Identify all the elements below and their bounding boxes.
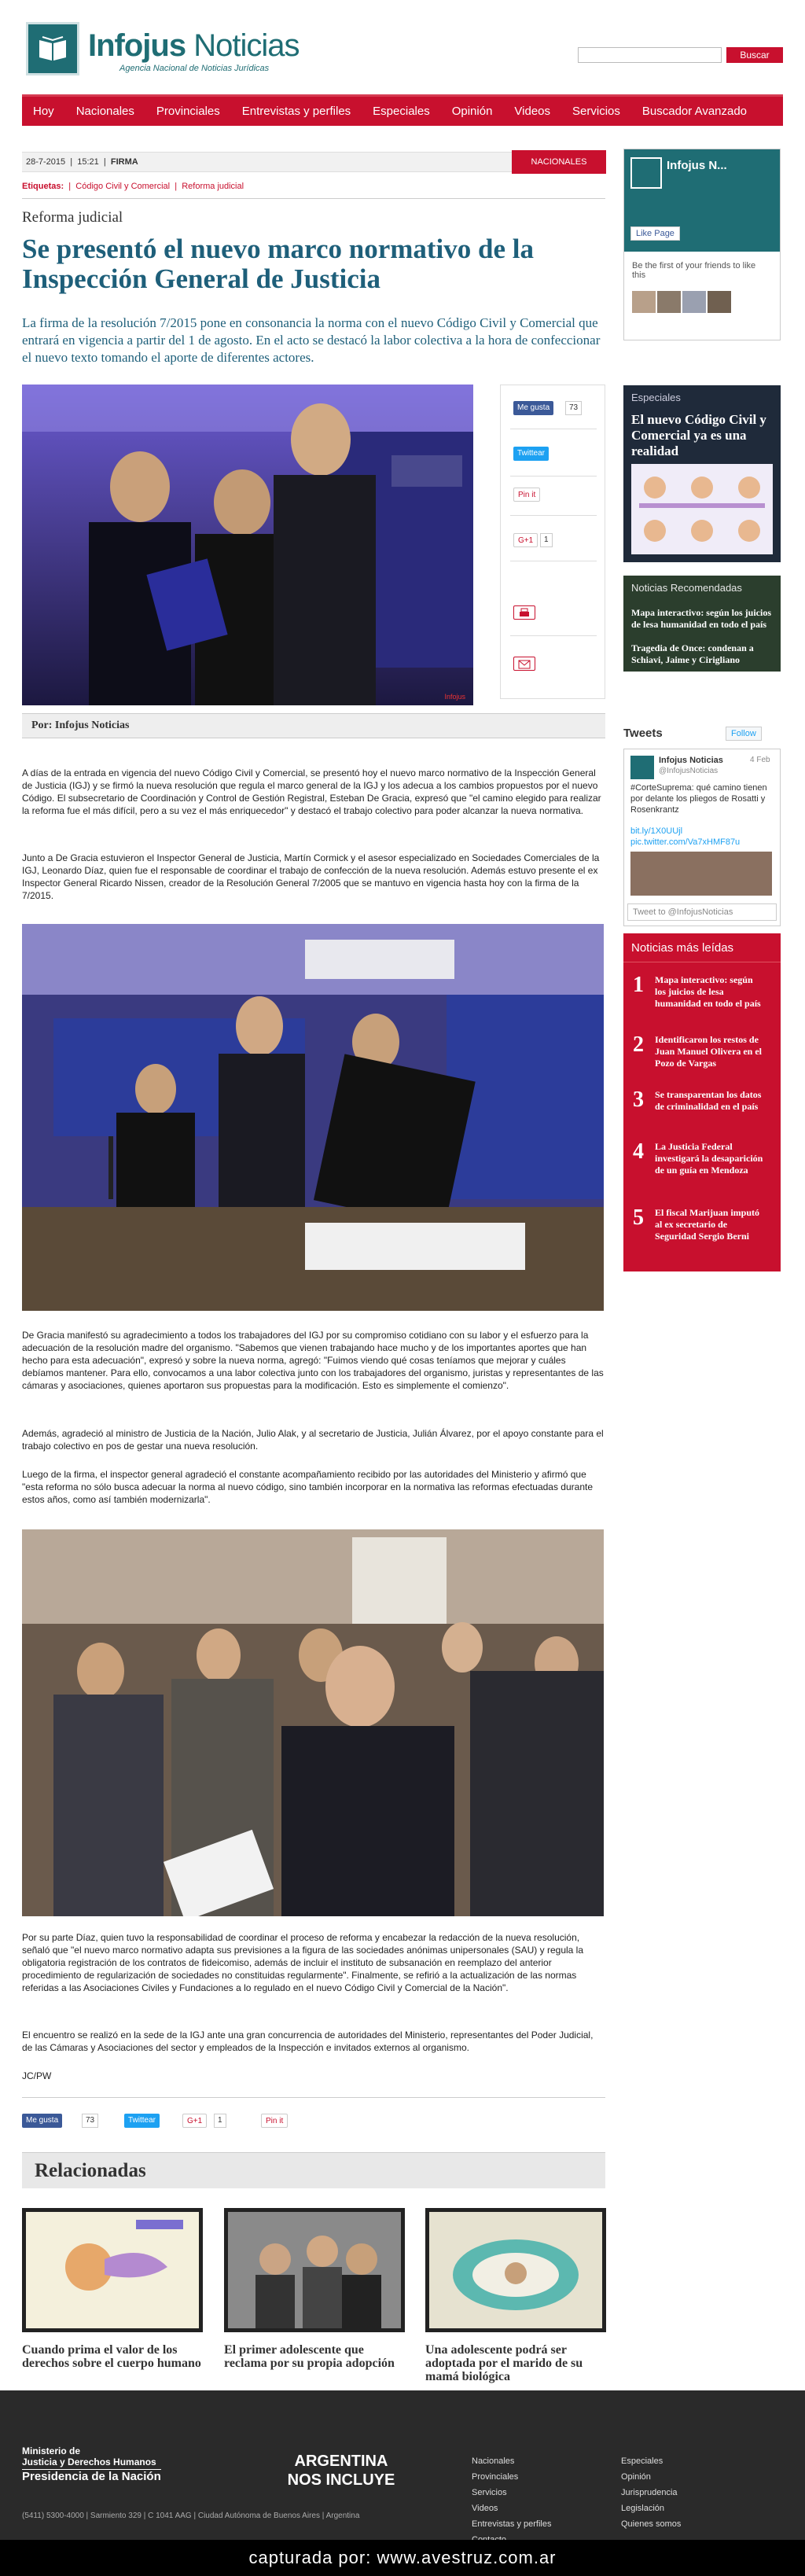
logo-word-noticias: Noticias [193, 28, 300, 63]
footer-link[interactable]: Nacionales [472, 2456, 515, 2466]
tweet-pic-link[interactable]: pic.twitter.com/Va7xHMF87u [630, 837, 741, 847]
fb-friends-text: Be the first of your friends to like this [632, 261, 756, 280]
section-badge[interactable]: NACIONALES [512, 150, 606, 174]
related-link[interactable]: Cuando prima el valor de los derechos sobre el cuerpo humano [22, 2343, 201, 2370]
article-paragraph: De Gracia manifestó su agradecimiento a todos los trabajadores del IGJ por su compromiso cotidiano con su labor y el esfuerzo para la adecuación de la resolución madre del organismo. "Sabemos que vienen trabajando hace mucho y de los importantes aportes que han hecho para esta adecuación", expresó y sobre la nueva norma, agregó: "Fuimos viendo qué cosas teníamos que mejorar y cuáles debíamos mantener. Para ello, convocamos a una labor colectiva junto con los trabajadores del organismo, juristas y representantes de las cámaras y asociaciones, quienes aportaron sus propuestas para la modificación. Esto es simplemente el comienzo". [22, 1330, 604, 1391]
share-column [500, 385, 605, 699]
fb-friend-avatars [632, 291, 733, 313]
most-read-link[interactable]: La Justicia Federal investigará la desaparición de un guía en Mendoza [655, 1141, 763, 1176]
footer-links-col1 [472, 2453, 551, 2548]
related-link[interactable]: Una adolescente podrá ser adoptada por el marido de su mamá biológica [425, 2343, 583, 2383]
twitter-share-button[interactable] [513, 447, 549, 461]
argentina-logo [286, 2452, 396, 2490]
article-kicker: Reforma judicial [22, 209, 123, 226]
site-logo-icon[interactable] [26, 22, 79, 75]
twitter-share-button[interactable] [124, 2114, 160, 2128]
article-lead: La firma de la resolución 7/2015 pone en consonancia la norma con el nuevo Código Civil y Comercial que entrará en vigencia a partir del 1 de agosto. En el acto se destacó la labor colectiva a la hora de confeccionar el nuevo texto tomando el aporte de diferentes actores. [22, 315, 601, 365]
most-read-link[interactable]: El fiscal Marijuan imputó al ex secretario de Seguridad Sergio Berni [655, 1207, 760, 1242]
footer-link[interactable]: Opinión [621, 2472, 651, 2482]
especiales-image [631, 464, 773, 554]
rank-number: 2 [633, 1032, 644, 1057]
article-paragraph: A días de la entrada en vigencia del nuevo Código Civil y Comercial, se presentó hoy el nuevo marco normativo de la Inspección General de Justicia (IGJ) y se firmó la nueva resolución que regula el marco general de la IGJ y los adecua a los cambios propuestos por el nuevo Código. El subsecretario de Coordinación y Control de Gestión Registral, Esteban De Gracia, expresó que "el camino elegido para realizar la reforma fue el más difícil, pero a su vez el más enriquecedor" y destacó el trabajo colectivo para poder alcanzar la nueva normativa. [22, 767, 601, 816]
ministry-line: Ministerio de [22, 2445, 81, 2456]
divider [22, 2097, 605, 2098]
avatar [657, 291, 681, 313]
tweet-date: 4 Feb [750, 756, 770, 764]
nav-item-videos[interactable]: Videos [514, 104, 551, 118]
avatar [632, 291, 656, 313]
gplus-count: 1 [214, 2114, 226, 2128]
rank-number: 3 [633, 1087, 644, 1112]
footer-address: (5411) 5300-4000 | Sarmiento 329 | C 1041 AAG | Ciudad Autónoma de Buenos Aires | Argentina [22, 2512, 360, 2520]
email-icon[interactable] [513, 657, 535, 671]
avatar [682, 291, 706, 313]
divider [510, 635, 597, 636]
article-photo-3 [22, 1529, 604, 1916]
print-icon[interactable] [513, 605, 535, 620]
fb-page-cover [624, 149, 780, 252]
article-date: 28-7-2015 [26, 157, 66, 167]
divider [510, 476, 597, 477]
article-time: 15:21 [77, 157, 99, 167]
article-paragraph: Además, agradeció al ministro de Justicia de la Nación, Julio Alak, y al secretario de Justicia, Julián Álvarez, por el apoyo constante para el trabajo colectivo en pos de gestar una nueva resolución. [22, 1428, 604, 1452]
tweet-link[interactable]: bit.ly/1X0UUjl [630, 826, 683, 836]
fb-like-page-label: Like Page [636, 229, 675, 238]
article-title: Se presentó el nuevo marco normativo de la Inspección General de Justicia [22, 234, 535, 294]
recommended-link[interactable]: Tragedia de Once: condenan a Schiavi, Jaime y Cirigliano [631, 642, 754, 665]
tweets-widget [623, 749, 781, 926]
gplus-button[interactable] [182, 2114, 207, 2128]
article-photo-2 [22, 924, 604, 1311]
article-paragraph: Por su parte Díaz, quien tuvo la responsabilidad de coordinar el proceso de reforma y encabezar la redacción de la nueva resolución, señaló que "el nuevo marco normativo adapta sus previsiones a la figura de las sociedades anónimas unipersonales (SAU) y regula la obligatoria registración de los contratos de fideicomiso, además de incluir el instituto de subsanación en reemplazo del anterior procedimiento de regularización de sociedades no constituidas regularmente". Finalmente, se refirió a la actualización de las normas referidas a las Asociaciones Civiles y Fundaciones a lo regulado en el nuevo Código Civil y Comercial de la Nación". [22, 1932, 583, 1993]
nav-item-hoy[interactable]: Hoy [33, 104, 54, 118]
related-heading: Relacionadas [22, 2152, 605, 2188]
fb-page-logo-icon [630, 157, 662, 189]
divider [510, 515, 597, 516]
footer-link[interactable]: Servicios [472, 2488, 507, 2497]
rank-number: 1 [633, 973, 644, 997]
pinterest-button[interactable] [261, 2114, 288, 2128]
article-paragraph: Luego de la firma, el inspector general agradeció el constante acompañamiento recibido por las autoridades del Ministerio y afirmó que "esta reforma no sólo busca adecuar la norma al nuevo código, sino también incorporar en la normativa las reformas efectuadas durante estos años, como así también modernizarla". [22, 1469, 593, 1505]
logo-tagline: Agencia Nacional de Noticias Jurídicas [119, 64, 270, 73]
twitter-label: Twittear [517, 449, 546, 458]
footer-links-col2 [621, 2453, 681, 2532]
footer-link[interactable]: Quienes somos [621, 2519, 682, 2529]
pinterest-label: Pin it [266, 2117, 284, 2125]
rank-number: 5 [633, 1205, 644, 1230]
search-input[interactable] [578, 47, 722, 63]
article-byline: Por: Infojus Noticias [22, 713, 605, 738]
twitter-follow-button[interactable] [726, 727, 762, 741]
fb-like-label: Me gusta [26, 2116, 59, 2125]
most-read-link[interactable]: Mapa interactivo: según los juicios de lesa humanidad en todo el país [655, 974, 761, 1009]
tweet-text: #CorteSuprema: qué camino tienen por delante los pliegos de Rosatti y Rosenkrantz [630, 783, 767, 815]
footer-link[interactable]: Provinciales [472, 2472, 519, 2482]
site-logo-text[interactable] [88, 28, 299, 64]
twitter-label: Twittear [128, 2116, 156, 2125]
tags-row: Etiquetas: | Código Civil y Comercial | Reforma judicial [22, 182, 244, 191]
main-nav [22, 94, 783, 126]
especiales-title: Especiales [631, 392, 681, 403]
tag-link[interactable]: Código Civil y Comercial [75, 182, 171, 191]
fb-like-count: 73 [82, 2114, 98, 2128]
divider [22, 198, 605, 199]
photo-credit: Infojus [444, 693, 465, 701]
footer-link[interactable]: Videos [472, 2504, 498, 2513]
especiales-box[interactable] [623, 385, 781, 562]
argentina-line: NOS INCLUYE [287, 2471, 395, 2489]
related-link[interactable]: El primer adolescente que reclama por su propia adopción [224, 2343, 395, 2370]
pinterest-button[interactable] [513, 488, 540, 502]
pinterest-label: Pin it [518, 491, 536, 499]
logo-word-infojus: Infojus [88, 28, 186, 63]
gplus-label: G+1 [518, 536, 534, 545]
fb-page-name[interactable]: Infojus N... [667, 159, 727, 172]
article-paragraph: Junto a De Gracia estuvieron el Inspector General de Justicia, Martín Cormick y el asesor especializado en Sociedades Comerciales de la IGJ, Leonardo Díaz, quien fue el responsable de coordinar el trabajo de confección de la nueva resolución. Además estuvo presente el ex Inspector General Ricardo Nissen, creador de la Resolución General 7/2005 que se mantuvo en vigencia hasta hoy con la firma de la 7/2015. [22, 852, 600, 901]
gplus-label: G+1 [187, 2117, 203, 2125]
recommended-link[interactable]: Mapa interactivo: según los juicios de lesa humanidad en todo el país [631, 607, 771, 630]
tag-link[interactable]: Reforma judicial [182, 182, 244, 191]
fb-like-page-button[interactable] [630, 226, 680, 241]
follow-label: Follow [731, 729, 756, 738]
fb-like-label: Me gusta [517, 403, 550, 412]
nav-item-entrevistas[interactable]: Entrevistas y perfiles [241, 104, 351, 118]
related-thumbnail[interactable] [425, 2208, 606, 2332]
gplus-count: 1 [540, 533, 553, 547]
footer-link[interactable]: Jurisprudencia [621, 2488, 678, 2497]
article-meta-bar: 28-7-2015 | 15:21 | FIRMA [22, 152, 606, 172]
tweet-image[interactable] [630, 852, 772, 896]
tweet-handle: @InfojusNoticias [659, 767, 719, 775]
facebook-page-widget [623, 149, 781, 340]
ministry-logo[interactable] [22, 2445, 161, 2482]
twitter-avatar [630, 756, 654, 779]
footer-link[interactable]: Entrevistas y perfiles [472, 2519, 552, 2529]
footer-link[interactable]: Legislación [621, 2504, 665, 2513]
article-signature: JC/PW [22, 2070, 52, 2081]
footer-link[interactable]: Especiales [621, 2456, 663, 2466]
most-read-link[interactable]: Se transparentan los datos de criminalidad en el país [655, 1089, 762, 1112]
nav-item-buscador[interactable]: Buscador Avanzado [641, 104, 748, 118]
most-read-box [623, 933, 781, 1271]
tweet-compose-input[interactable]: Tweet to @InfojusNoticias [627, 903, 777, 921]
article-type: FIRMA [110, 157, 138, 167]
fb-like-count: 73 [565, 401, 582, 415]
related-thumbnail[interactable] [224, 2208, 405, 2332]
ministry-line: Presidencia de la Nación [22, 2470, 161, 2483]
tweets-title: Tweets [623, 727, 663, 740]
nav-item-especiales[interactable]: Especiales [373, 104, 430, 118]
rank-number: 4 [633, 1139, 644, 1164]
article-paragraph: El encuentro se realizó en la sede de la IGJ ante una gran concurrencia de autoridades del Ministerio, representantes del Poder Judicial, de las Cámaras y Asociaciones del sector y empleados de la Inspección e invitados externos al organismo. [22, 2030, 594, 2053]
gplus-button[interactable] [513, 533, 538, 547]
most-read-link[interactable]: Identificaron los restos de Juan Manuel Olivera en el Pozo de Vargas [655, 1034, 762, 1069]
recommended-box [623, 576, 781, 672]
tweet-user[interactable]: Infojus Noticias [659, 756, 723, 765]
especiales-text: El nuevo Código Civil y Comercial ya es una realidad [631, 412, 766, 458]
related-thumbnail[interactable] [22, 2208, 203, 2332]
facebook-like-button[interactable] [22, 2114, 62, 2128]
nav-item-servicios[interactable]: Servicios [572, 104, 620, 118]
article-photo-1 [22, 385, 473, 705]
most-read-title: Noticias más leídas [631, 941, 734, 955]
nav-item-nacionales[interactable]: Nacionales [75, 104, 134, 118]
nav-item-provinciales[interactable]: Provinciales [156, 104, 220, 118]
facebook-like-button[interactable] [513, 401, 553, 415]
argentina-line: ARGENTINA [294, 2453, 388, 2470]
capture-credit: capturada por: www.avestruz.com.ar [248, 2548, 557, 2567]
recommended-title: Noticias Recomendadas [631, 582, 742, 594]
tags-label: Etiquetas: [22, 182, 64, 191]
nav-item-opinion[interactable]: Opinión [451, 104, 493, 118]
search-button[interactable]: Buscar [726, 47, 783, 63]
ministry-line: Justicia y Derechos Humanos [22, 2456, 156, 2467]
avatar [708, 291, 731, 313]
